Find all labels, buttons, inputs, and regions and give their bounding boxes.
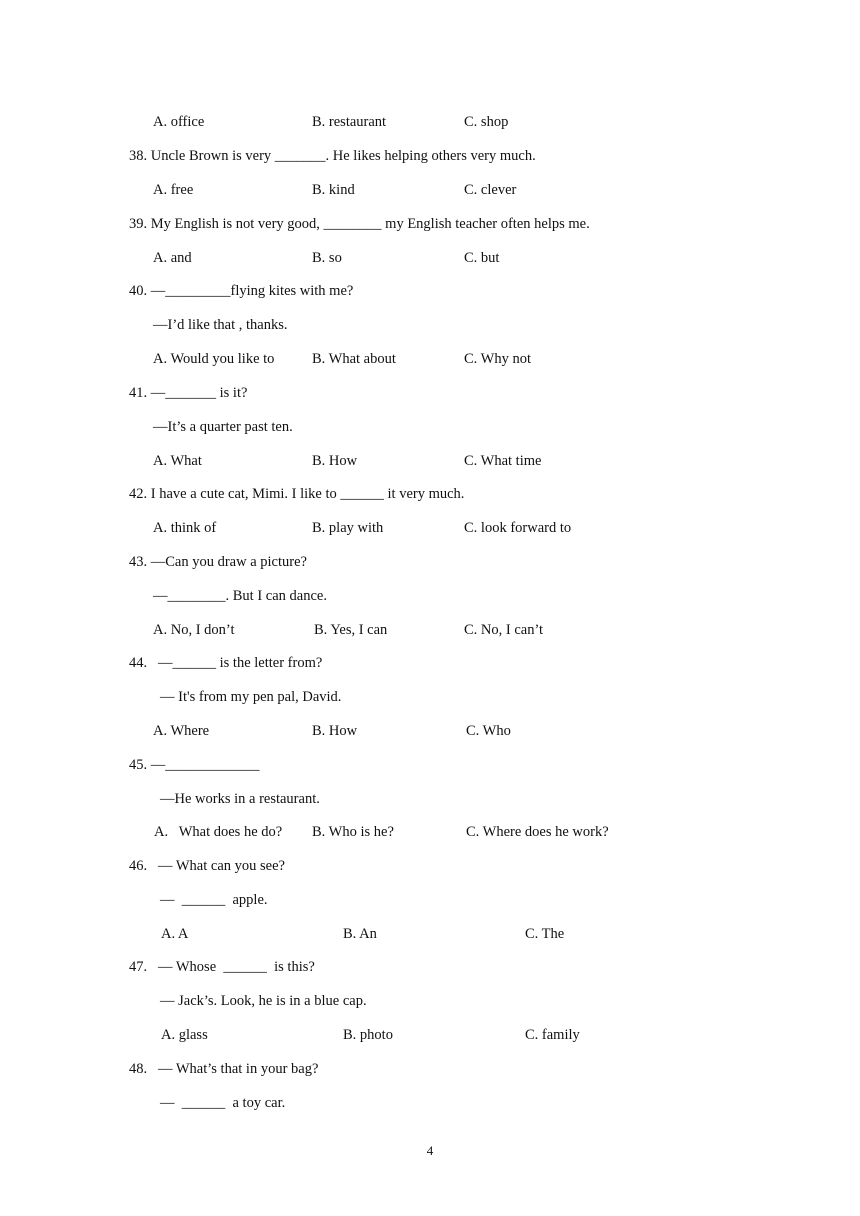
answer-line: — ______ a toy car. xyxy=(160,1095,286,1111)
option-c: C. What time xyxy=(464,453,542,469)
option-a: A. Would you like to xyxy=(153,351,275,367)
option-a: A. think of xyxy=(153,520,217,536)
question-40: 40. —_________flying kites with me? xyxy=(129,283,354,299)
option-b: B. so xyxy=(312,250,342,266)
answer-line: —________. But I can dance. xyxy=(153,588,327,604)
answer-line: — ______ apple. xyxy=(160,892,268,908)
question-46: 46. — What can you see? xyxy=(129,858,285,874)
option-c: C. but xyxy=(464,250,500,266)
answer-line: — It's from my pen pal, David. xyxy=(160,689,342,705)
option-c: C. look forward to xyxy=(464,520,572,536)
option-c: C. family xyxy=(525,1027,580,1043)
option-b: B. How xyxy=(312,723,358,739)
option-a: A. free xyxy=(153,182,194,198)
option-a: A. A xyxy=(161,926,189,942)
option-b: B. restaurant xyxy=(312,114,387,130)
page-number: 4 xyxy=(426,1143,434,1158)
option-c: C. shop xyxy=(464,114,509,130)
question-38: 38. Uncle Brown is very _______. He likes helping others very much. xyxy=(129,148,536,164)
answer-line: — Jack’s. Look, he is in a blue cap. xyxy=(160,993,367,1009)
answer-line: —I’d like that , thanks. xyxy=(153,317,288,333)
question-44: 44. —______ is the letter from? xyxy=(129,655,323,671)
option-c: C. The xyxy=(525,926,565,942)
option-b: B. An xyxy=(343,926,377,942)
option-c: C. Where does he work? xyxy=(466,824,609,840)
option-b: B. Yes, I can xyxy=(314,622,388,638)
question-39: 39. My English is not very good, ________ my English teacher often helps me. xyxy=(129,216,590,232)
option-a: A. and xyxy=(153,250,192,266)
option-a: A. Where xyxy=(153,723,210,739)
question-42: 42. I have a cute cat, Mimi. I like to ______ it very much. xyxy=(129,486,465,502)
option-a: A. office xyxy=(153,114,205,130)
option-c: C. Why not xyxy=(464,351,531,367)
option-a: A. What xyxy=(153,453,202,469)
answer-line: —He works in a restaurant. xyxy=(160,791,320,807)
option-b: B. Who is he? xyxy=(312,824,394,840)
question-45: 45. —_____________ xyxy=(129,757,260,773)
answer-line: —It’s a quarter past ten. xyxy=(153,419,293,435)
option-a: A. What does he do? xyxy=(154,824,283,840)
option-c: C. Who xyxy=(466,723,511,739)
option-a: A. glass xyxy=(161,1027,208,1043)
question-43: 43. —Can you draw a picture? xyxy=(129,554,307,570)
question-47: 47. — Whose ______ is this? xyxy=(129,959,315,975)
option-b: B. play with xyxy=(312,520,384,536)
option-b: B. photo xyxy=(343,1027,393,1043)
option-c: C. No, I can’t xyxy=(464,622,544,638)
option-c: C. clever xyxy=(464,182,517,198)
option-b: B. How xyxy=(312,453,358,469)
question-41: 41. —_______ is it? xyxy=(129,385,248,401)
option-b: B. What about xyxy=(312,351,396,367)
question-48: 48. — What’s that in your bag? xyxy=(129,1061,319,1077)
option-a: A. No, I don’t xyxy=(153,622,235,638)
option-b: B. kind xyxy=(312,182,355,198)
